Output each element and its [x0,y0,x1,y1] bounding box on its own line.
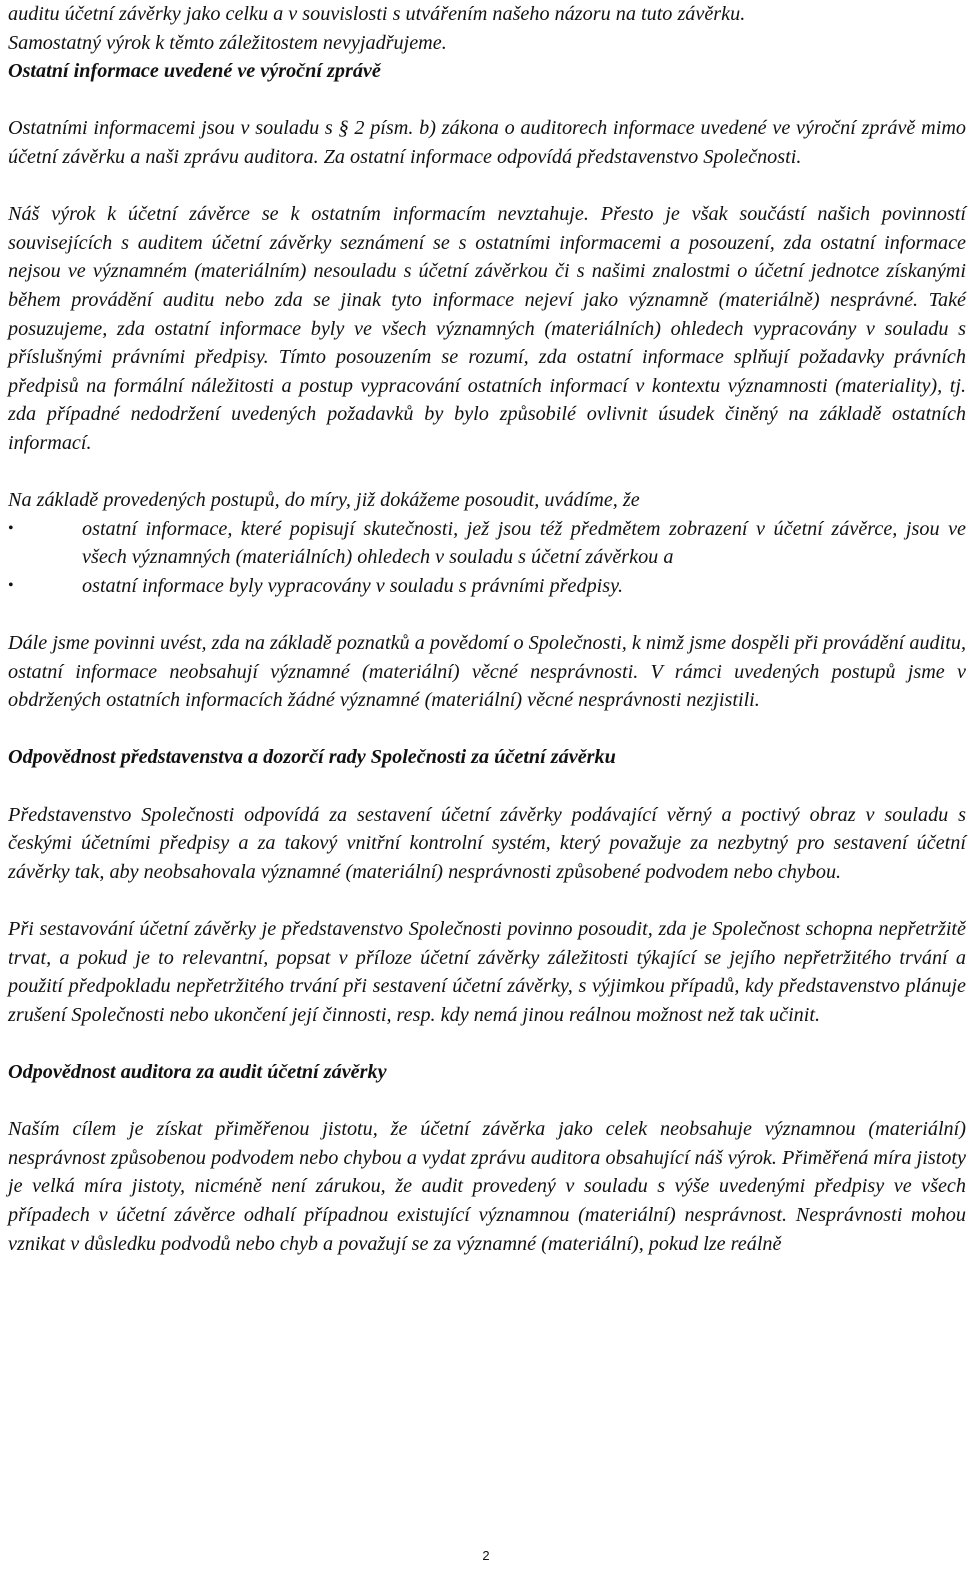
list-item-text: ostatní informace byly vypracovány v souladu s právními předpisy. [82,574,624,597]
spacer [8,458,966,487]
spacer [8,715,966,744]
spacer [8,600,966,629]
paragraph-going-concern: Při sestavování účetní závěrky je představenstvo Společnosti povinno posoudit, zda je Společnost schopna nepřetržitě trvat, a pokud je to relevantní, popsat v příloze účetní závěrky záležitosti týkající se jejího nepřetržitého trvání a použití předpokladu nepřetržitého trvání při sestavení účetní závěrky, s výjimkou případů, kdy představenstvo plánuje zrušení Společnosti nebo ukončení její činnosti, resp. kdy nemá jinou reálnou možnost než tak učinit. [8,918,966,1026]
findings-list [8,515,966,601]
heading-board-responsibility: Odpovědnost představenstva a dozorčí rady Společnosti za účetní závěrku [8,746,616,769]
paragraph-procedures-intro: Na základě provedených postupů, do míry, již dokážeme posoudit, uvádíme, že [8,489,640,512]
paragraph-other-info-definition: Ostatními informacemi jsou v souladu s § 2 písm. b) zákona o auditorech informace uvedené ve výroční zprávě mimo účetní závěrku a naši zprávu auditora. Za ostatní informace odpovídá představenstvo Společnosti. [8,117,966,168]
paragraph-board-responsibility: Představenstvo Společnosti odpovídá za sestavení účetní závěrky podávající věrný a poctivý obraz v souladu s českými účetními předpisy a za takový vnitřní kontrolní systém, který považuje za nezbytný pro sestavení účetní závěrky tak, aby neobsahovala významné (materiální) nesprávnosti způsobené podvodem nebo chybou. [8,803,966,883]
spacer [8,86,966,115]
list-item-text: ostatní informace, které popisují skutečnosti, jež jsou též předmětem zobrazení v účetní závěrce, jsou ve všech významných (materiálních) ohledech v souladu s účetní závěrkou a [82,517,966,569]
spacer [8,886,966,915]
spacer [8,1087,966,1116]
heading-auditor-responsibility: Odpovědnost auditora za audit účetní závěrky [8,1060,387,1083]
paragraph-auditor-objective: Naším cílem je získat přiměřenou jistotu, že účetní závěrka jako celek neobsahuje významnou (materiální) nesprávnost způsobenou podvodem nebo chybou a vydat zprávu auditora obsahující náš výrok. Přiměřená míra jistoty je velká míra jistoty, nicméně není zárukou, že audit provedený v souladu s výše uvedenými předpisy ve všech případech v účetní závěrce odhalí případnou existující významnou (materiální) nesprávnost. Nesprávnosti mohou vznikat v důsledku podvodů nebo chyb a považují se za významné (materiální), pokud lze reálně [8,1118,966,1255]
paragraph-other-info-responsibility: Náš výrok k účetní závěrce se k ostatním informacím nevztahuje. Přesto je však součástí našich povinností souvisejících s auditem účetní závěrky seznámení se s ostatními informacemi a posouzení, zda ostatní informace nejsou ve významném (materiálním) nesouladu s účetní závěrkou či s našimi znalostmi o účetní jednotce získanými během provádění auditu nebo zda se jinak tyto informace nejeví jako významně (materiálně) nesprávné. Také posuzujeme, zda ostatní informace byly ve všech významných (materiálních) ohledech vypracovány v souladu s příslušnými právními předpisy. Tímto posouzením se rozumí, zda ostatní informace splňují požadavky právních předpisů na formální náležitosti a postup vypracování ostatních informací v kontextu významnosti (materiality), tj. zda případné nedodržení uvedených požadavků by bylo způsobilé ovlivnit úsudek činěný na základě ostatních informací. [8,203,966,454]
page-number: 2 [482,1548,490,1563]
heading-other-information: Ostatní informace uvedené ve výroční zprávě [8,60,381,83]
list-item [8,515,966,572]
paragraph-material-misstatements: Dále jsme povinni uvést, zda na základě poznatků a povědomí o Společnosti, k nimž jsme dospěli při provádění auditu, ostatní informace neobsahují významné (materiální) věcné nesprávnosti. V rámci uvedených postupů jsme v obdržených ostatních informacích žádné významné (materiální) věcné nesprávnosti nezjistili. [8,632,966,712]
bullet-icon: • [8,576,14,594]
document-page [8,0,966,1258]
list-item [8,572,966,601]
intro-line-2: Samostatný výrok k těmto záležitostem nevyjadřujeme. [8,31,447,54]
spacer [8,172,966,201]
spacer [8,1029,966,1058]
bullet-icon: • [8,519,14,537]
spacer [8,772,966,801]
intro-line-1: auditu účetní závěrky jako celku a v souvislosti s utvářením našeho názoru na tuto závěrku. [8,3,746,25]
